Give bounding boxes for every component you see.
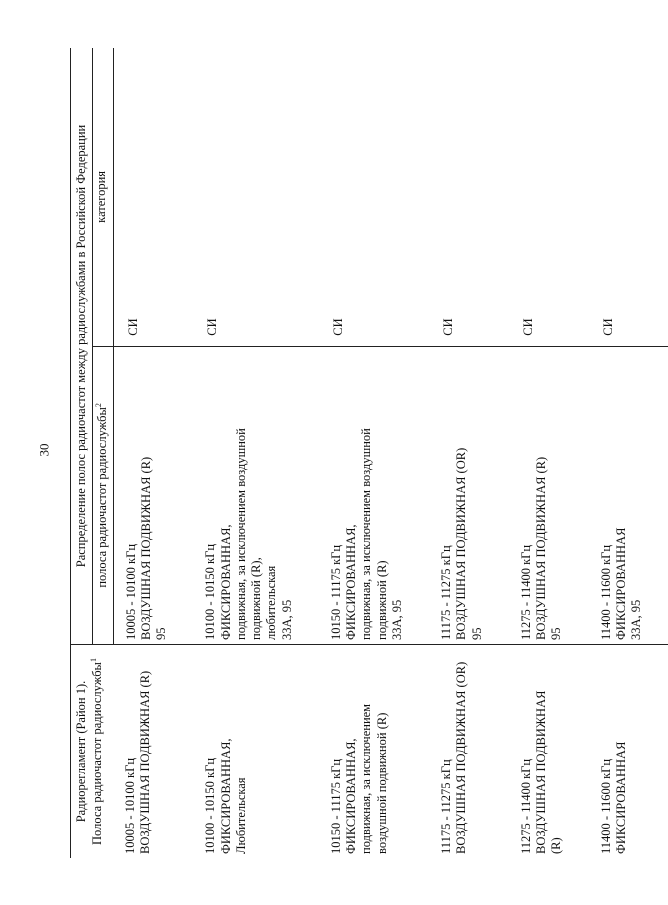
cell-category: СИ xyxy=(330,318,345,336)
table-row xyxy=(193,48,319,858)
cell-category: СИ xyxy=(441,318,456,336)
cell-category: СИ xyxy=(205,318,220,336)
header-col1-subtitle: Полоса радиочастот радиослужбы xyxy=(90,662,105,845)
cell-rr-line: воздушной подвижной (R) xyxy=(374,712,389,854)
cell-rf xyxy=(589,346,668,644)
table-row xyxy=(509,48,589,858)
cell-rf-line: подвижная, за исключением воздушной xyxy=(359,428,374,640)
header-col2a-text: полоса радиочастот радиослужбы xyxy=(95,407,110,588)
cell-rr-line: 10005 - 10100 кГц xyxy=(123,757,138,854)
header-band-service xyxy=(93,346,113,644)
cell-rf-line: 33А, 95 xyxy=(629,599,644,640)
cell-rf-line: ВОЗДУШНАЯ ПОДВИЖНАЯ (R) xyxy=(534,456,549,640)
header-russian-allocation: Распределение полос радиочастот между радиослужбами в Российской Федерации xyxy=(71,48,93,645)
cell-category: СИ xyxy=(520,318,535,336)
cell-rr-line: ФИКСИРОВАННАЯ, xyxy=(344,738,359,854)
cell-rr xyxy=(509,645,589,859)
frequency-allocation-table xyxy=(70,48,668,858)
page-number-text: 30 xyxy=(36,443,52,457)
cell-rf-line: подвижной (R) xyxy=(374,560,389,640)
cell-rf xyxy=(319,346,429,644)
cell-rf-line: ВОЗДУШНАЯ ПОДВИЖНАЯ (OR) xyxy=(454,447,469,640)
rotated-page-region xyxy=(70,48,644,858)
cell-rf-line: 95 xyxy=(154,627,169,640)
cell-rf-line: подвижной (R), xyxy=(249,557,264,640)
cell-rr-line: Любительская xyxy=(233,777,248,854)
cell-rf-line: 11175 - 11275 кГц xyxy=(439,545,454,640)
cell-rf-line: 11275 - 11400 кГц xyxy=(518,544,533,640)
cell-rr-line: 11175 - 11275 кГц xyxy=(439,759,454,854)
cell-rf-line: 11400 - 11600 кГц xyxy=(598,544,613,640)
cell-rr xyxy=(319,645,429,859)
cell-rf-line: 33А, 95 xyxy=(279,599,294,640)
cell-rr-line: ВОЗДУШНАЯ ПОДВИЖНАЯ (R) xyxy=(138,670,153,854)
cell-rr-line: 10150 - 11175 кГц xyxy=(328,758,343,854)
cell-rr xyxy=(589,645,668,859)
cell-rr-line: 11400 - 11600 кГц xyxy=(598,758,613,854)
cell-rf xyxy=(193,346,319,644)
cell-rf-line: любительская xyxy=(264,565,279,640)
cell-rf-line: ВОЗДУШНАЯ ПОДВИЖНАЯ (R) xyxy=(138,456,153,640)
table-row xyxy=(429,48,509,858)
cell-rf xyxy=(509,346,589,644)
cell-category: СИ xyxy=(125,318,140,336)
table-header-row xyxy=(71,48,93,858)
cell-rr xyxy=(113,645,193,859)
cell-rf-line: ФИКСИРОВАННАЯ, xyxy=(344,524,359,640)
cell-rf-line: подвижная, за исключением воздушной xyxy=(233,428,248,640)
cell-rf-line: 10100 - 10150 кГц xyxy=(203,543,218,640)
cell-rr-line: ФИКСИРОВАННАЯ, xyxy=(218,738,233,854)
table-body xyxy=(113,48,668,858)
table-row xyxy=(113,48,193,858)
cell-category: СИ xyxy=(600,318,615,336)
cell-rr-line: подвижная, за исключением xyxy=(359,703,374,854)
cell-rf xyxy=(429,346,509,644)
page-number xyxy=(38,442,51,458)
cell-rr-line: (R) xyxy=(549,837,564,854)
header-radio-regulations xyxy=(71,645,114,859)
cell-rf-line: ФИКСИРОВАННАЯ, xyxy=(218,524,233,640)
table-row xyxy=(589,48,668,858)
cell-rf-line: 10150 - 11175 кГц xyxy=(328,544,343,640)
cell-rr xyxy=(193,645,319,859)
cell-rf-line: 95 xyxy=(469,627,484,640)
cell-rf-line: 10005 - 10100 кГц xyxy=(123,543,138,640)
cell-rf-line: 33А, 95 xyxy=(389,599,404,640)
cell-rr-line: ВОЗДУШНАЯ ПОДВИЖНАЯ xyxy=(534,690,549,854)
header-col1-footnote: 1 xyxy=(89,658,99,663)
cell-rr-line: ФИКСИРОВАННАЯ xyxy=(613,741,628,854)
cell-rf-line: 95 xyxy=(549,627,564,640)
cell-rf-line: ФИКСИРОВАННАЯ xyxy=(613,527,628,640)
header-category: категория xyxy=(93,48,113,346)
header-col1-title: Радиорегламент (Район 1). xyxy=(74,680,88,823)
cell-rr xyxy=(429,645,509,859)
header-col2a-footnote: 2 xyxy=(94,403,104,408)
table-row xyxy=(319,48,429,858)
cell-rf xyxy=(113,346,193,644)
cell-rr-line: 10100 - 10150 кГц xyxy=(203,757,218,854)
cell-rr-line: ВОЗДУШНАЯ ПОДВИЖНАЯ (OR) xyxy=(454,661,469,854)
cell-rr-line: 11275 - 11400 кГц xyxy=(518,758,533,854)
allocation-table-container xyxy=(70,48,644,858)
